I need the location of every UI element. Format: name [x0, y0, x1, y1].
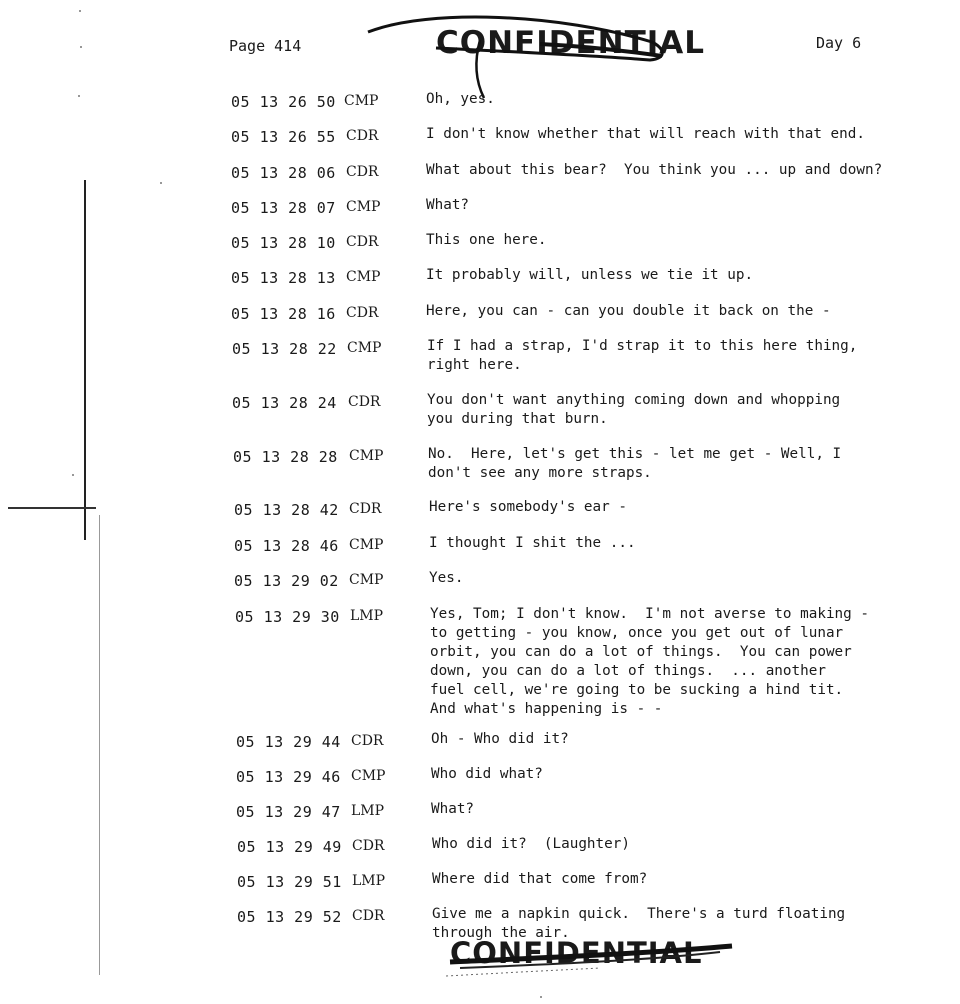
timestamp: 05 13 28 22	[232, 340, 337, 358]
scan-speck	[540, 996, 542, 998]
speaker-code: LMP	[352, 873, 386, 889]
dialogue-text: What about this bear? You think you ... up and down?	[426, 162, 883, 178]
page-number: Page 414	[229, 37, 302, 55]
speaker-code: CDR	[346, 234, 379, 250]
speaker-code: CDR	[346, 128, 379, 144]
speaker-code: CDR	[348, 394, 381, 410]
timestamp: 05 13 28 28	[233, 448, 338, 466]
dialogue-text: What?	[426, 197, 470, 213]
timestamp: 05 13 29 44	[236, 733, 341, 751]
timestamp: 05 13 28 06	[231, 164, 336, 182]
dialogue-text: Oh - Who did it?	[431, 731, 569, 747]
timestamp: 05 13 29 51	[237, 873, 342, 891]
speaker-code: CMP	[344, 93, 379, 109]
timestamp: 05 13 29 47	[236, 803, 341, 821]
scan-speck	[72, 474, 74, 476]
dialogue-text: Oh, yes.	[426, 91, 495, 107]
dialogue-text: Here, you can - can you double it back on the -	[426, 303, 831, 319]
dialogue-text: What?	[431, 801, 475, 817]
speaker-code: LMP	[350, 608, 384, 624]
dialogue-text: I don't know whether that will reach with that end.	[426, 126, 865, 142]
dialogue-text: Where did that come from?	[432, 871, 648, 887]
speaker-code: CDR	[346, 305, 379, 321]
dialogue-text: You don't want anything coming down and whopping you during that burn.	[427, 392, 841, 427]
timestamp: 05 13 26 55	[231, 128, 336, 146]
speaker-code: CMP	[351, 768, 386, 784]
dialogue-text: Give me a napkin quick. There's a turd floating through the air.	[432, 906, 846, 941]
speaker-code: CDR	[349, 501, 382, 517]
dialogue-text: This one here.	[426, 232, 547, 248]
scan-speck	[80, 46, 82, 48]
speaker-code: CDR	[351, 733, 384, 749]
scan-speck	[79, 10, 81, 12]
speaker-code: CMP	[349, 537, 384, 553]
speaker-code: CDR	[352, 838, 385, 854]
confidential-stamp-bottom: CONFIDENTIAL	[450, 936, 703, 970]
scan-margin-line	[99, 515, 100, 975]
dialogue-text: No. Here, let's get this - let me get - Well, I don't see any more straps.	[428, 446, 842, 481]
dialogue-text: Yes.	[429, 570, 464, 586]
dialogue-text: If I had a strap, I'd strap it to this here thing, right here.	[427, 338, 858, 373]
speaker-code: LMP	[351, 803, 385, 819]
speaker-code: CDR	[352, 908, 385, 924]
timestamp: 05 13 28 07	[231, 199, 336, 217]
dialogue-text: Who did it? (Laughter)	[432, 836, 630, 852]
timestamp: 05 13 28 46	[234, 537, 339, 555]
timestamp: 05 13 28 16	[231, 305, 336, 323]
scan-margin-line	[84, 180, 86, 540]
speaker-code: CDR	[346, 164, 379, 180]
timestamp: 05 13 28 42	[234, 501, 339, 519]
timestamp: 05 13 26 50	[231, 93, 336, 111]
speaker-code: CMP	[346, 199, 381, 215]
scan-speck	[160, 182, 162, 184]
confidential-stamp-top: CONFIDENTIAL	[436, 25, 706, 61]
dialogue-text: Yes, Tom; I don't know. I'm not averse to making - to getting - you know, once you get out of lunar orbit, you can do a lot of things. You can power down, you can do a lot of things. ... another fuel cell, we're going to be sucking a hind tit. And what's happening is - -	[430, 606, 869, 717]
timestamp: 05 13 29 46	[236, 768, 341, 786]
timestamp: 05 13 28 24	[232, 394, 337, 412]
dialogue-text: Here's somebody's ear -	[429, 499, 627, 515]
scan-speck	[78, 95, 80, 97]
speaker-code: CMP	[349, 572, 384, 588]
day-label: Day 6	[816, 34, 862, 52]
speaker-code: CMP	[349, 448, 384, 464]
scan-margin-mark	[8, 507, 96, 509]
timestamp: 05 13 28 10	[231, 234, 336, 252]
speaker-code: CMP	[346, 269, 381, 285]
speaker-code: CMP	[347, 340, 382, 356]
timestamp: 05 13 29 02	[234, 572, 339, 590]
dialogue-text: Who did what?	[431, 766, 543, 782]
dialogue-text: I thought I shit the ...	[429, 535, 636, 551]
dialogue-text: It probably will, unless we tie it up.	[426, 267, 754, 283]
timestamp: 05 13 29 30	[235, 608, 340, 626]
timestamp: 05 13 29 49	[237, 838, 342, 856]
timestamp: 05 13 29 52	[237, 908, 342, 926]
timestamp: 05 13 28 13	[231, 269, 336, 287]
